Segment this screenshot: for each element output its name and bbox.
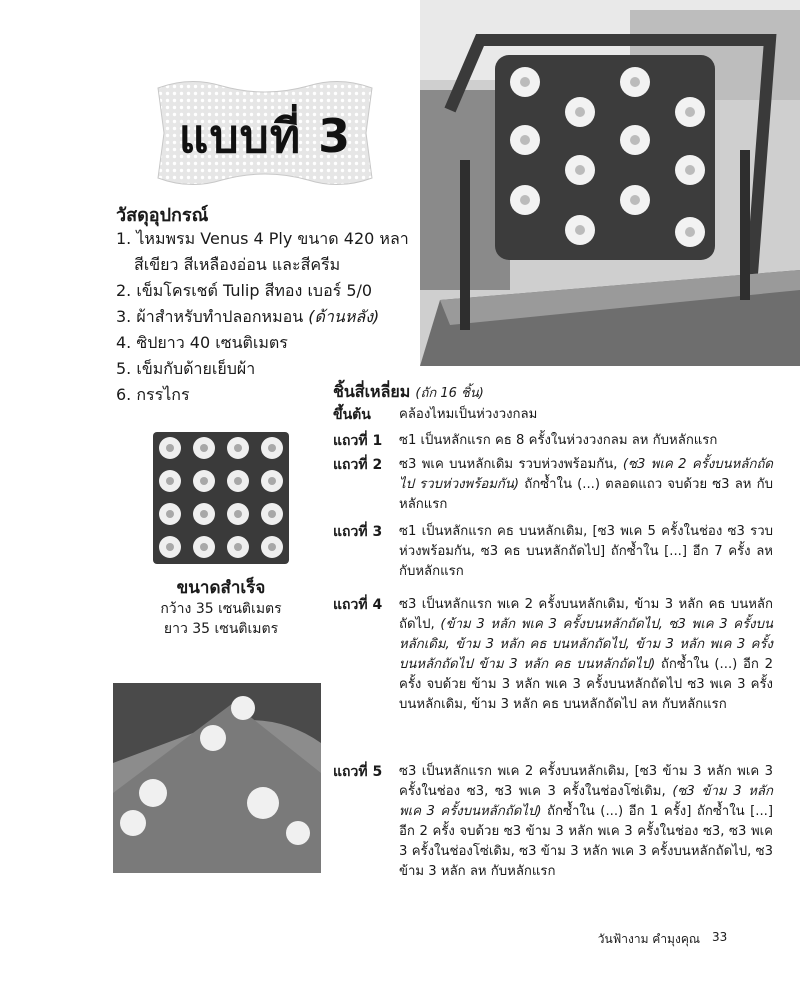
step-text-part: ถักซ้ำใน (...) อีก 2 ครั้ง จบด้วย ข้าม 3 หลัก พเค 3 ครั้งบนหลักถัดไป ซ3 พเค 3 ครั้งบนหลักเดิม, ข้าม 3 หลัก คธ บนหลักถัดไป ลห กับหลักแรก <box>399 657 773 712</box>
list-item-text: 6. กรรไกร <box>116 385 190 404</box>
step-text-part-italic: (ข้าม 3 หลัก พเค 3 ครั้งบนหลักถัดไป, ซ3 พเค 3 ครั้งบนหลักเดิม, ข้าม 3 หลัก คธ บนหลักถัดไป, ข้าม 3 หลัก พเค 3 ครั้งบนหลักถัดไป ข้าม 3 หลัก คธ บนหลักถัดไป) <box>399 617 774 672</box>
list-item-text: 5. เข็มกับด้ายเย็บผ้า <box>116 359 256 378</box>
cushion-chair-photo <box>420 0 800 366</box>
step-row <box>333 405 773 425</box>
piece-heading <box>333 380 484 405</box>
step-row <box>333 762 773 882</box>
step-text <box>399 762 773 882</box>
step-label: แถวที่ 5 <box>333 764 383 780</box>
list-item-text: 3. ผ้าสำหรับทำปลอกหมอน <box>116 307 304 326</box>
step-label: แถวที่ 4 <box>333 597 383 613</box>
piece-title: ชิ้นสี่เหลี่ยม <box>333 382 411 401</box>
list-item <box>116 330 409 356</box>
list-item-note: (ด้านหลัง) <box>308 307 380 326</box>
list-item <box>116 356 409 382</box>
step-label: แถวที่ 2 <box>333 457 383 473</box>
step-text-part-italic: (ซ3 ข้าม 3 หลัก พเค 3 ครั้งบนหลักถัดไป) <box>399 784 773 819</box>
step-text <box>399 455 773 515</box>
list-item-text: 2. เข็มโครเชต์ Tulip สีทอง เบอร์ 5/0 <box>116 281 373 300</box>
step-text-part: ซ3 เป็นหลักแรก พเค 2 ครั้งบนหลักเดิม, [ซ3 ข้าม 3 หลัก พเค 3 ครั้งในช่อง ซ3, ซ3 พเค 3 ครั้งในช่องโซ่เดิม, <box>399 764 773 799</box>
cushion-detail-photo <box>113 683 321 873</box>
step-text <box>399 522 773 582</box>
piece-count: (ถัก 16 ชิ้น) <box>415 386 484 401</box>
step-text-part: ถักซ้ำใน (...) ตลอดแถว จบด้วย ซ3 ลห กับหลักแรก <box>399 477 773 512</box>
step-text-part-italic: (ซ3 พเค 2 ครั้งบนหลักถัดไป รวบห่วงพร้อมกัน) <box>399 457 773 492</box>
list-item <box>116 226 409 252</box>
list-item-text: 4. ซิปยาว 40 เซนติเมตร <box>116 333 288 352</box>
step-row <box>333 431 773 451</box>
list-item-text: สีเขียว สีเหลืองอ่อน และสีครีม <box>134 255 341 274</box>
list-item <box>116 304 409 330</box>
page-number: 33 <box>712 930 728 944</box>
step-row <box>333 595 773 715</box>
step-text <box>399 595 773 715</box>
list-item <box>116 252 409 278</box>
step-text <box>399 431 773 451</box>
finished-size-heading: ขนาดสำเร็จ <box>176 578 266 598</box>
step-text-part: ซ3 เป็นหลักแรก พเค 2 ครั้งบนหลักเดิม, ข้าม 3 หลัก คธ บนหลักถัดไป, <box>399 597 773 632</box>
finished-size-length: ยาว 35 เซนติเมตร <box>163 621 279 637</box>
list-item-text: 1. ไหมพรม Venus 4 Ply ขนาด 420 หลา <box>116 229 409 248</box>
step-label: แถวที่ 3 <box>333 524 383 540</box>
step-text-part: ซ3 พเค บนหลักเดิม รวบห่วงพร้อมกัน, <box>399 457 623 472</box>
finished-size-width: กว้าง 35 เซนติเมตร <box>160 601 282 617</box>
step-label: แถวที่ 1 <box>333 433 383 449</box>
step-label: ขึ้นต้น <box>333 407 371 423</box>
step-text-part: ซ1 เป็นหลักแรก คธ บนหลักเดิม, [ซ3 พเค 5 ครั้งในช่อง ซ3 รวบห่วงพร้อมกัน, ซ3 คธ บนหลักถัดไป] ถักซ้ำใน [...] อีก 7 ครั้ง ลห กับหลักแรก <box>399 524 773 579</box>
step-row <box>333 522 773 582</box>
crochet-square-photo <box>153 432 289 564</box>
step-text-part: ถักซ้ำใน (...) อีก 1 ครั้ง] ถักซ้ำใน [...] อีก 2 ครั้ง จบด้วย ซ3 ข้าม 3 หลัก พเค 3 ครั้งในช่อง ซ3, ซ3 พเค 3 ครั้งในช่องโซ่เดิม, ซ3 ข้าม 3 หลัก พเค 3 ครั้งบนหลักถัดไป, ซ3 ข้าม 3 หลัก ลห กับหลักแรก <box>399 804 773 879</box>
materials-heading: วัสดุอุปกรณ์ <box>116 205 209 226</box>
list-item <box>116 278 409 304</box>
footer-book-title: วันฟ้างาม คำมุงคุณ <box>597 932 700 946</box>
step-row <box>333 455 773 515</box>
page-title: แบบที่ 3 <box>178 109 352 163</box>
step-text-part: คล้องไหมเป็นห่วงวงกลม <box>399 407 538 422</box>
step-text <box>399 405 773 425</box>
step-text-part: ซ1 เป็นหลักแรก คธ 8 ครั้งในห่วงวงกลม ลห กับหลักแรก <box>399 433 718 448</box>
